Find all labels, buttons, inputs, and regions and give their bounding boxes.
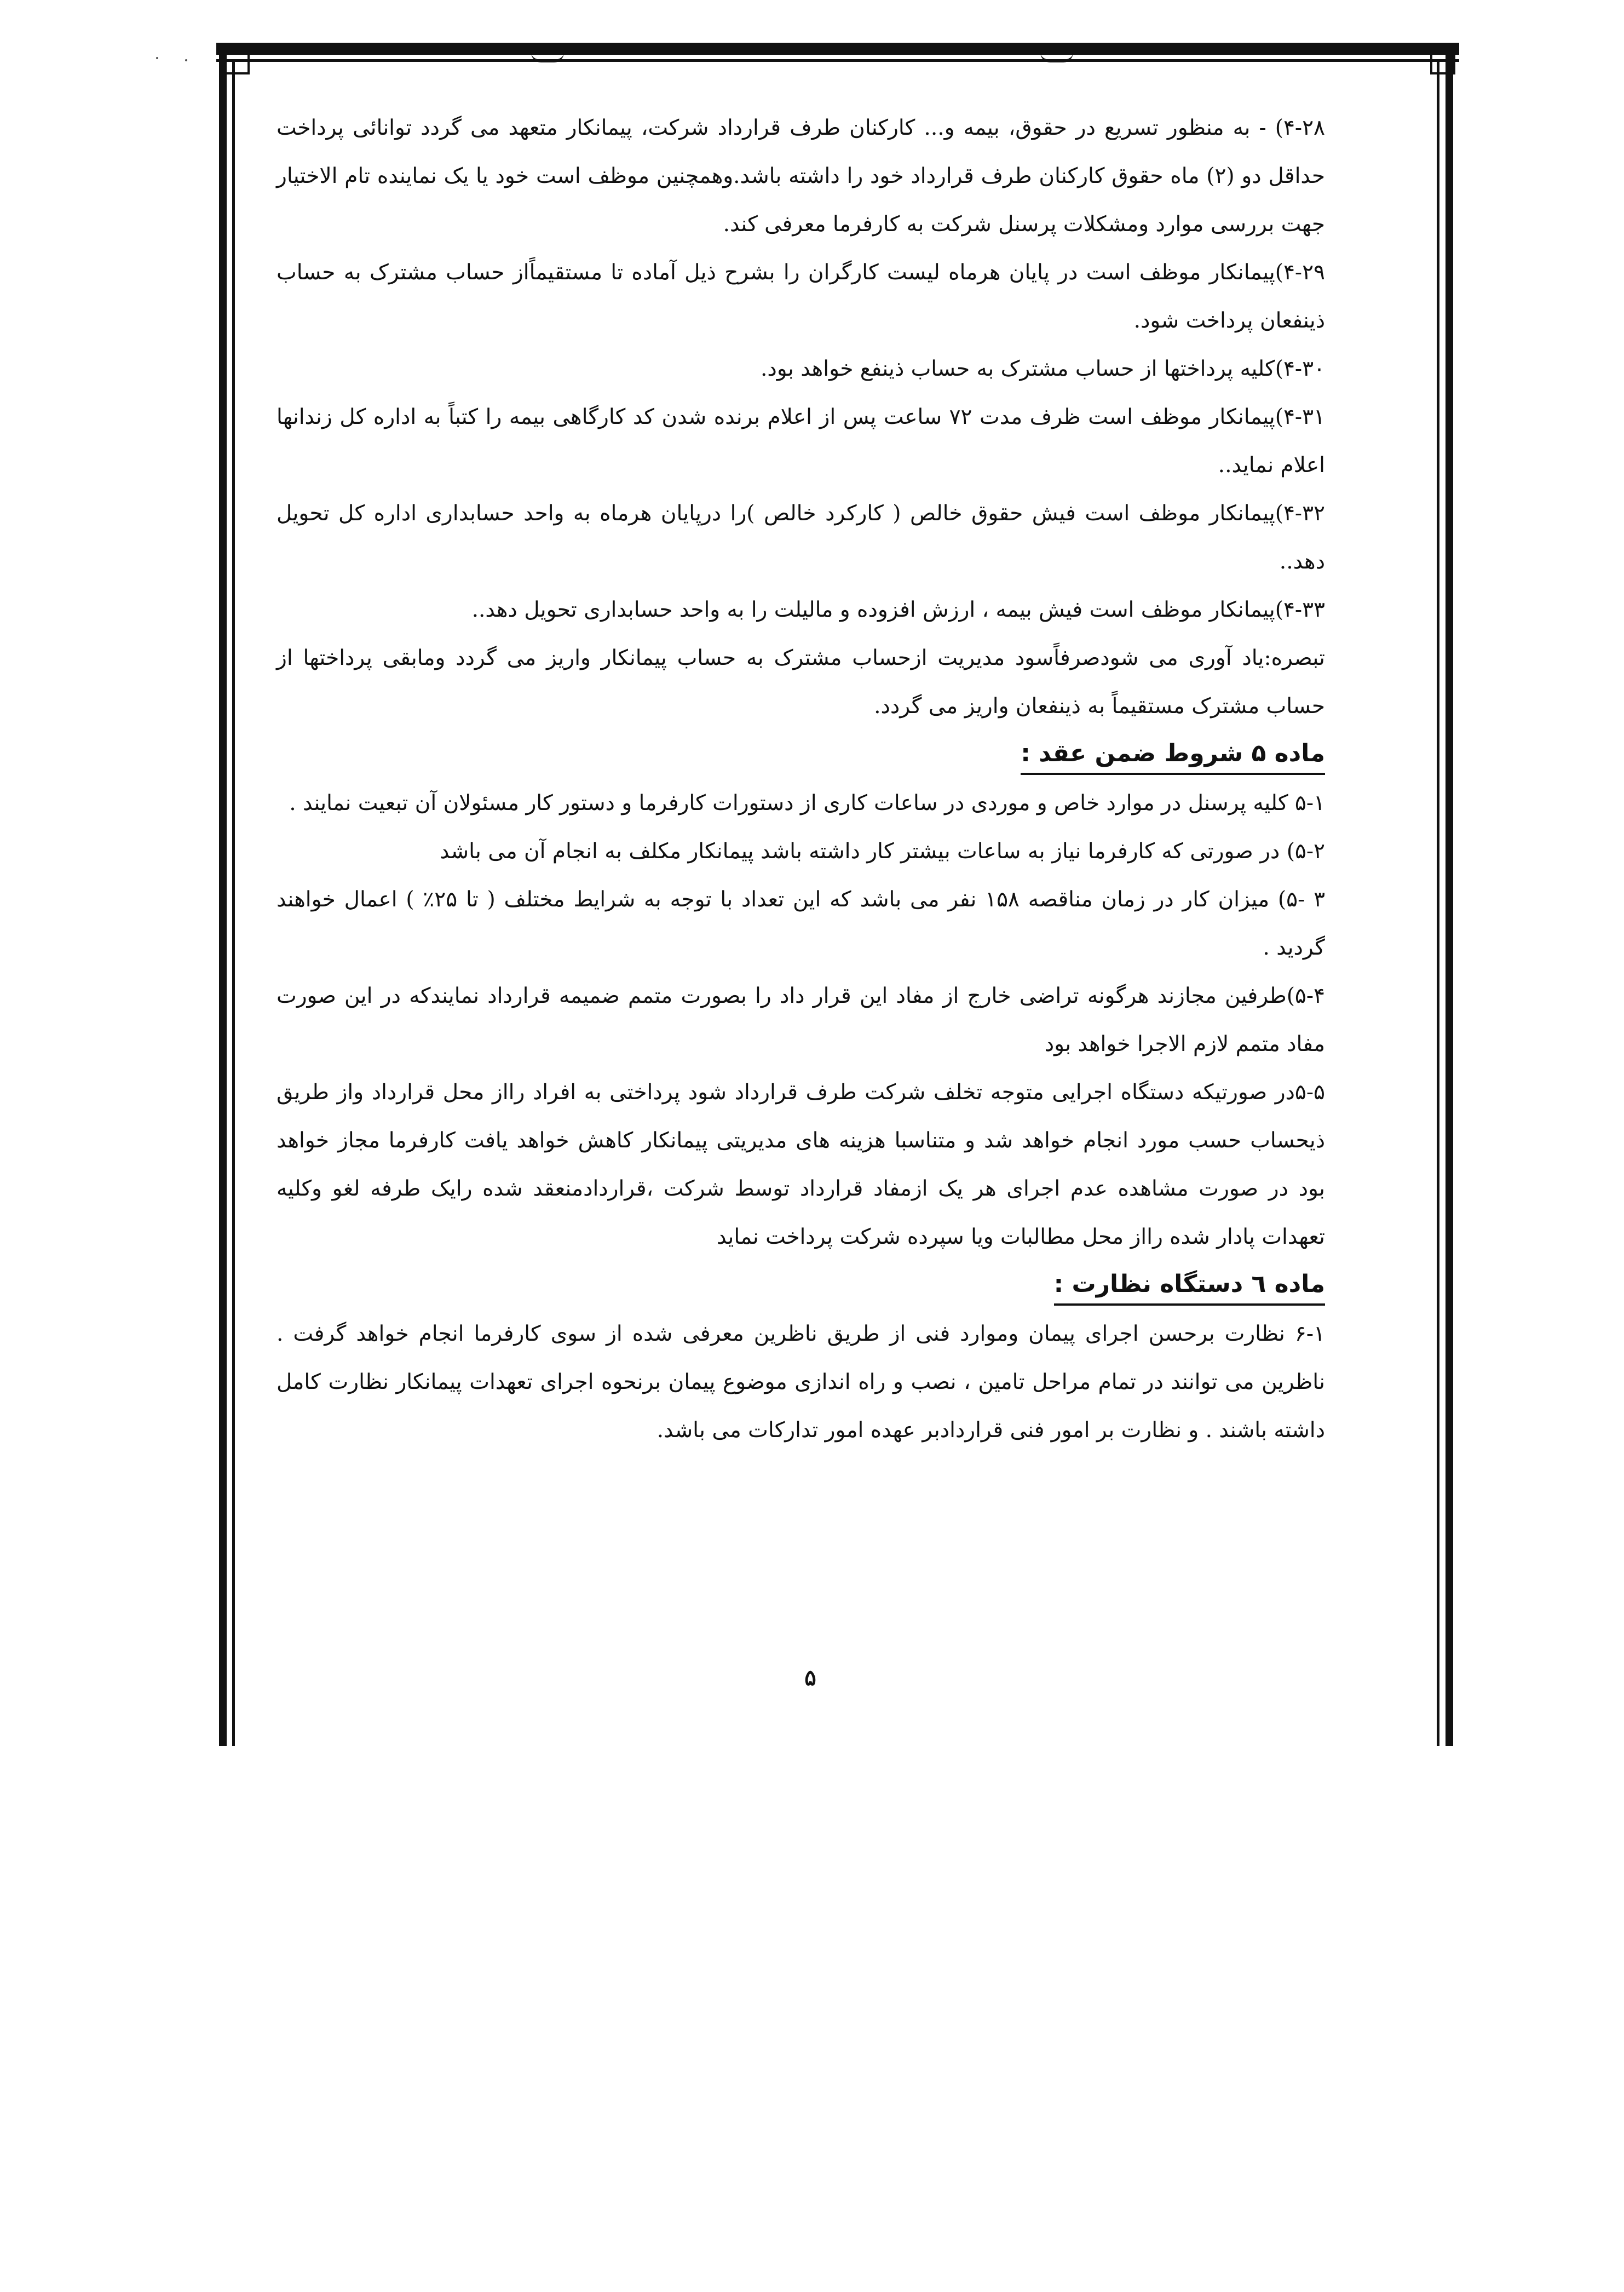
section-5-heading: ماده ۵ شروط ضمن عقد : [1021,734,1325,775]
scan-speck [156,57,158,59]
clause-4-32: ۴-۳۲)پیمانکار موظف است فیش حقوق خالص ( کارکرد خالص )را درپایان هرماه به واحد حسابداری اداره کل تحویل دهد.. [277,501,1325,574]
page-number: ۵ [804,1665,816,1691]
clause-5-5: ۵-۵در صورتیکه دستگاه اجرایی متوجه تخلف شرکت طرف قرارداد شود پرداختی به افراد رااز محل قرارداد واز طریق ذیحساب حسب مورد انجام خواهد شد و متناسبا هزینه های مدیریتی پیمانکار کاهش خواهد یافت کارفرما مجاز خواهد بود در صورت مشاهده عدم اجرای هر یک ازمفاد قرارداد توسط شرکت ،قراردادمنعقد شده رایک طرفه لغو وکلیه تعهدات پادار شده رااز محل مطالبات ویا سپرده شرکت پرداخت نماید [277,1080,1325,1249]
page-border-top-inner [216,59,1459,62]
clause-5-4: ۵-۴)طرفین مجازند هرگونه تراضی خارج از مفاد این قرار داد را بصورت متمم ضمیمه قرارداد نمایندکه در این صورت مفاد متمم لازم الاجرا خواهد بود [277,984,1325,1056]
clause-6-1: ۶-۱ نظارت برحسن اجرای پیمان وموارد فنی از طریق ناظرین معرفی شده از سوی کارفرما انجام خواهد گرفت . ناظرین می توانند در تمام مراحل تامین ، نصب و راه اندازی موضوع پیمان برنحوه اجرای تعهدات پیمانکار نظارت کامل داشته باشند . و نظارت بر امور فنی قراردادبر عهده امور تدارکات می باشد. [277,1322,1325,1443]
scan-speck [185,59,187,61]
border-ornament [531,53,564,62]
section-5-heading-row [277,731,1325,779]
clause-4-31: ۴-۳۱)پیمانکار موظف است ظرف مدت ۷۲ ساعت پس از اعلام برنده شدن کد کارگاهی بیمه را کتباً به اداره کل زندانها اعلام نماید.. [277,405,1325,478]
note-tabsareh: تبصره:یاد آوری می شودصرفاًسود مدیریت ازحساب مشترک به حساب پیمانکار واریز می گردد ومابقی پرداختها از حساب مشترک مستقیماً به ذینفعان واریز می گردد. [277,646,1325,719]
border-ornament [1040,53,1073,62]
page-border-top [216,43,1459,55]
section-6-heading-row [277,1261,1325,1310]
border-corner-ornament [224,49,250,74]
page-border-left [219,43,227,1746]
clause-5-1: ۵-۱ کلیه پرسنل در موارد خاص و موردی در ساعات کاری از دستورات کارفرما و دستور کار مسئولان آن تبعیت نمایند . [289,791,1325,815]
page-border-right-inner [1437,59,1439,1746]
clause-4-28: ۴-۲۸) - به منظور تسریع در حقوق، بیمه و... کارکنان طرف قرارداد شرکت، پیمانکار متعهد می گردد توانائی پرداخت حداقل دو (۲) ماه حقوق کارکنان طرف قرارداد خود را داشته باشد.وهمچنین موظف است خود یا یک نماینده تام الاختیار جهت بررسی موارد ومشکلات پرسنل شرکت به کارفرما معرفی کند. [277,116,1325,237]
clause-5-2: ۵-۲) در صورتی که کارفرما نیاز به ساعات بیشتر کار داشته باشد پیمانکار مکلف به انجام آن می باشد [439,839,1325,864]
document-body [277,104,1325,1455]
page-border-right [1446,43,1453,1746]
section-6-heading: ماده ٦ دستگاه نظارت : [1054,1265,1325,1306]
clause-4-33: ۴-۳۳)پیمانکار موظف است فیش بیمه ، ارزش افزوده و مالیلت را به واحد حسابداری تحویل دهد.. [471,598,1325,622]
clause-4-29: ۴-۲۹)پیمانکار موظف است در پایان هرماه لیست کارگران را بشرح ذیل آماده تا مستقیماًاز حساب مشترک به حساب ذینفعان پرداخت شود. [277,260,1325,333]
border-corner-ornament [1430,49,1455,74]
clause-4-30: ۴-۳۰)کلیه پرداختها از حساب مشترک به حساب ذینفع خواهد بود. [761,357,1325,381]
page-border-left-inner [232,59,235,1746]
clause-5-3: ۳ -۵) میزان کار در زمان مناقصه ۱۵۸ نفر می باشد که این تعداد با توجه به شرایط مختلف ( تا ۲۵٪ ) اعمال خواهند گردید . [277,887,1326,960]
